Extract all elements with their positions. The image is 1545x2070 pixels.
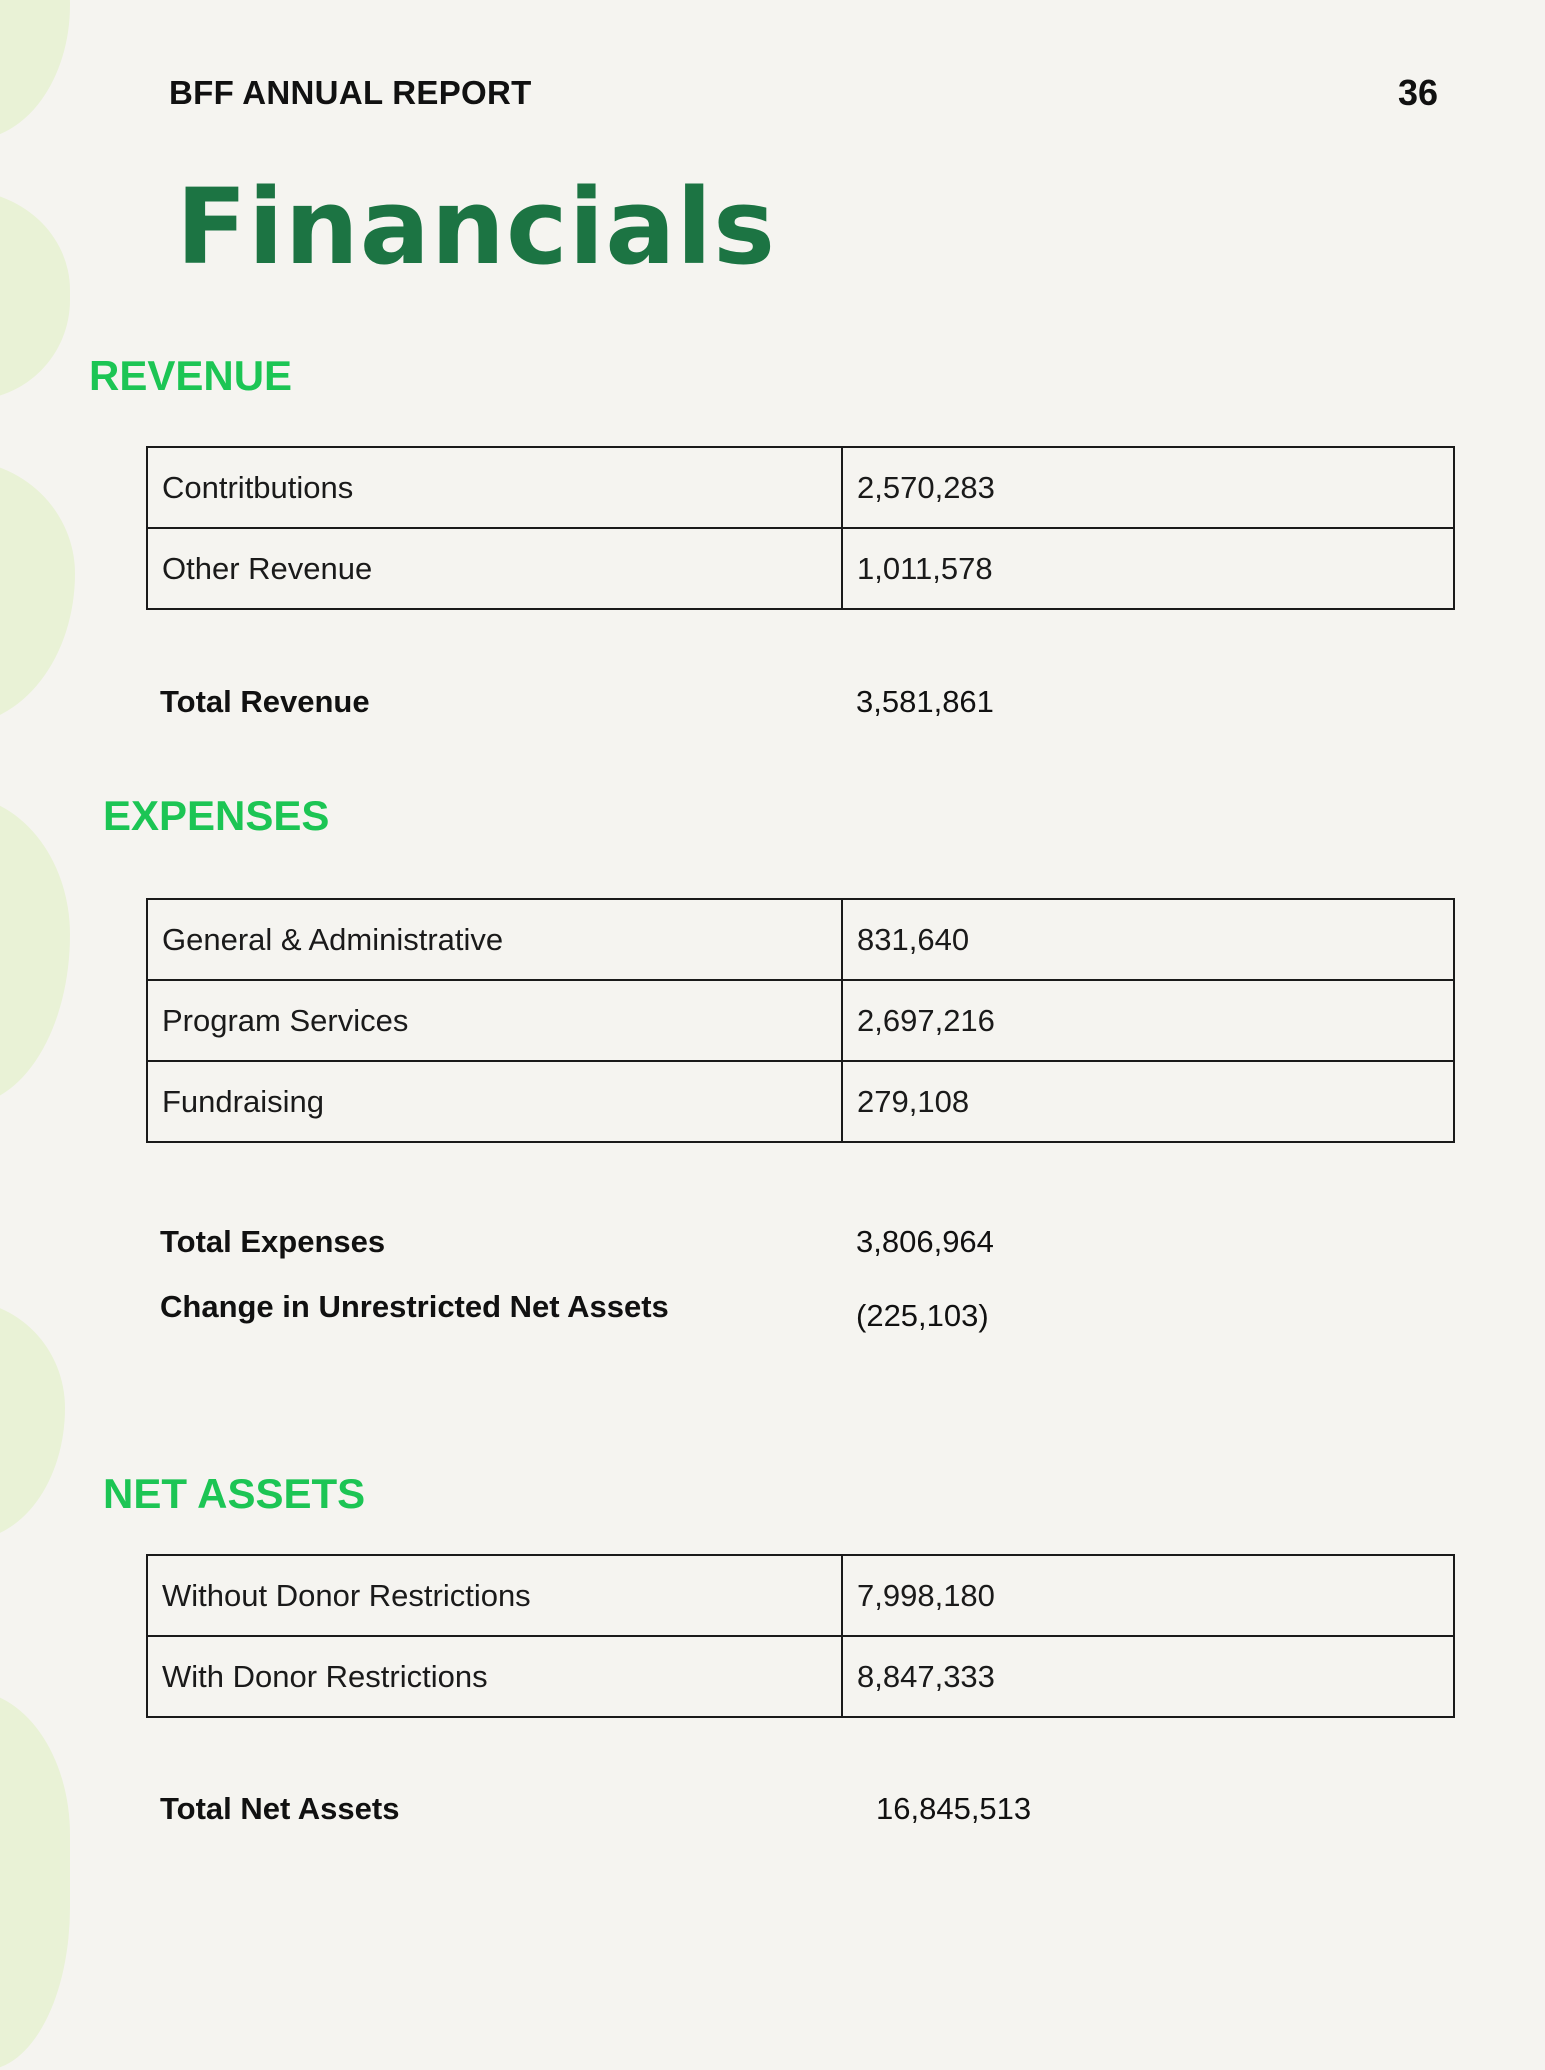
net-assets-row-label: Without Donor Restrictions [147, 1555, 842, 1636]
decorative-blob [0, 795, 70, 1105]
table-row [147, 447, 1454, 528]
expenses-row-value: 279,108 [842, 1061, 1454, 1142]
table-row [147, 899, 1454, 980]
expenses-row-label: Program Services [147, 980, 842, 1061]
total-revenue-label: Total Revenue [160, 684, 370, 719]
revenue-row-value: 2,570,283 [842, 447, 1454, 528]
change-net-assets-label: Change in Unrestricted Net Assets [160, 1289, 669, 1324]
table-row [147, 980, 1454, 1061]
table-row [147, 1555, 1454, 1636]
revenue-heading: REVENUE [89, 352, 293, 399]
decorative-blob [0, 1300, 65, 1540]
revenue-row-label: Other Revenue [147, 528, 842, 609]
expenses-heading: EXPENSES [103, 792, 330, 839]
total-net-assets-label: Total Net Assets [160, 1791, 400, 1826]
total-revenue-value: 3,581,861 [856, 684, 994, 719]
expenses-row-label: General & Administrative [147, 899, 842, 980]
decorative-blob [0, 1690, 70, 2070]
table-row [147, 528, 1454, 609]
total-net-assets-value: 16,845,513 [876, 1791, 1032, 1826]
decorative-blob [0, 0, 70, 140]
net-assets-row-value: 8,847,333 [842, 1636, 1454, 1717]
revenue-table [146, 446, 1455, 610]
expenses-row-value: 2,697,216 [842, 980, 1454, 1061]
decorative-blob [0, 190, 70, 400]
total-expenses-value: 3,806,964 [856, 1224, 994, 1259]
net-assets-table [146, 1554, 1455, 1718]
table-row [147, 1636, 1454, 1717]
revenue-row-label: Contritbutions [147, 447, 842, 528]
net-assets-row-label: With Donor Restrictions [147, 1636, 842, 1717]
report-title: BFF ANNUAL REPORT [169, 74, 532, 111]
total-expenses-label: Total Expenses [160, 1224, 386, 1259]
expenses-table [146, 898, 1455, 1143]
net-assets-row-value: 7,998,180 [842, 1555, 1454, 1636]
page-title: Financials [176, 166, 776, 288]
table-row [147, 1061, 1454, 1142]
change-net-assets-value: (225,103) [856, 1298, 989, 1333]
net-assets-heading: NET ASSETS [103, 1470, 366, 1517]
page-number: 36 [1397, 72, 1438, 113]
expenses-row-label: Fundraising [147, 1061, 842, 1142]
expenses-row-value: 831,640 [842, 899, 1454, 980]
revenue-row-value: 1,011,578 [842, 528, 1454, 609]
decorative-blob [0, 460, 75, 725]
